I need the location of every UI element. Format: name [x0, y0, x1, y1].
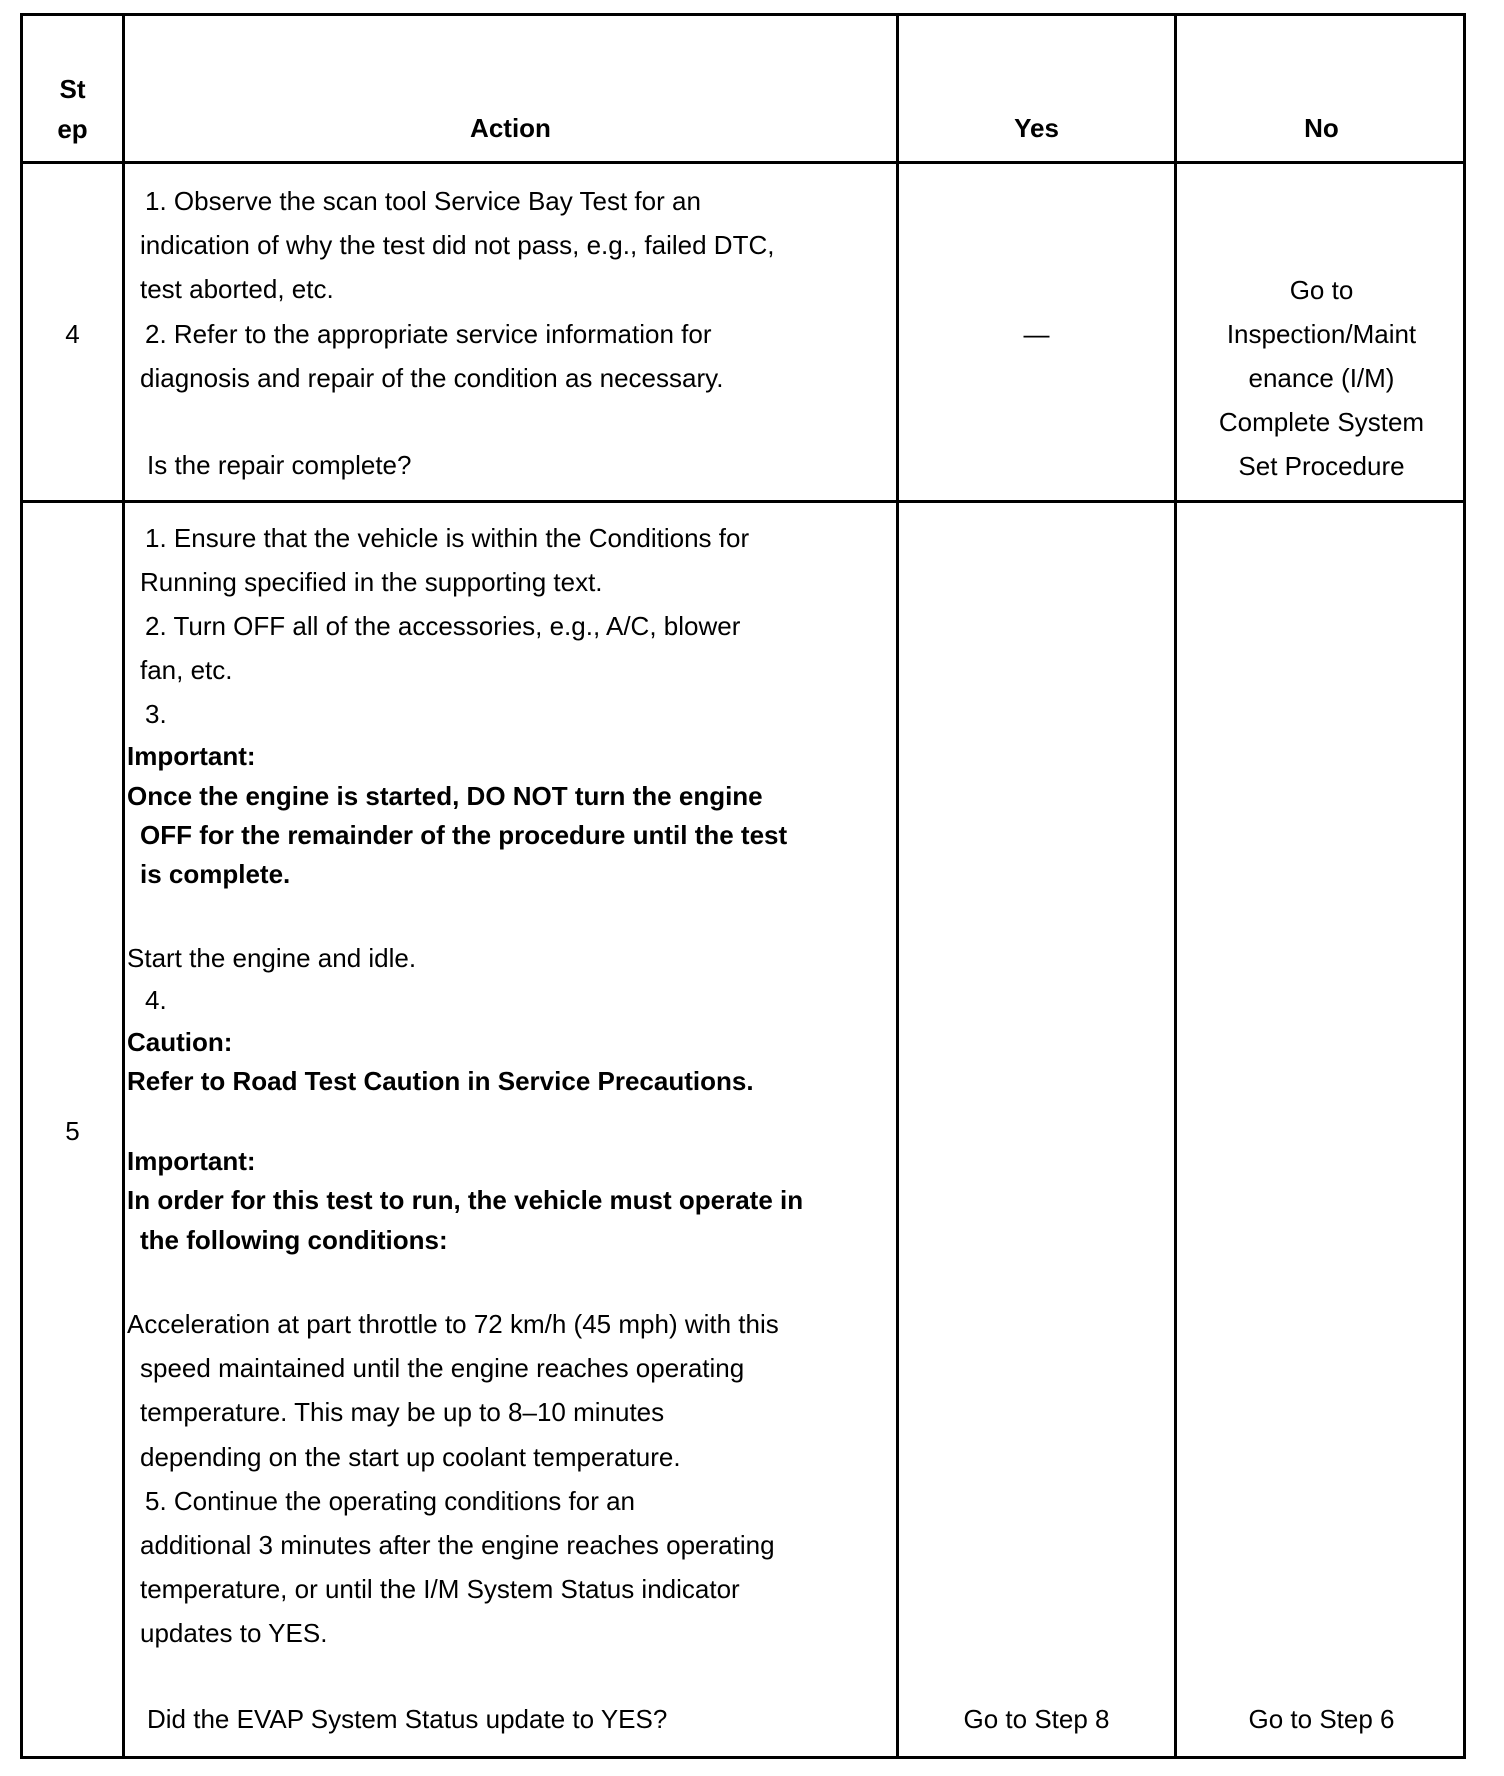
row-4-no-line: Complete System [1218, 407, 1425, 437]
row-5-action-line: speed maintained until the engine reaches operating [140, 1353, 745, 1383]
row-4-action-line: 1. Observe the scan tool Service Bay Test for an [145, 186, 701, 216]
row-4-action-line: 2. Refer to the appropriate service information for [145, 319, 712, 349]
important-text-line: OFF for the remainder of the procedure until the test [140, 820, 788, 850]
row-5-step: 5 [65, 1116, 80, 1146]
row-4-no-line: enance (I/M) [1248, 363, 1395, 393]
header-step-line1: St [59, 74, 86, 104]
important-text-line: Once the engine is started, DO NOT turn the engine [127, 781, 763, 811]
row-4-no-line: Go to [1289, 275, 1354, 305]
header-yes: Yes [1014, 113, 1059, 143]
row-5-action-line: Start the engine and idle. [127, 943, 417, 973]
procedure-table [20, 13, 1466, 1759]
header-action: Action [470, 113, 551, 143]
row-5-action-line: temperature, or until the I/M System Status indicator [140, 1574, 740, 1604]
header-step-line2: ep [57, 114, 88, 144]
important-label: Important: [127, 1146, 256, 1176]
header-no: No [1304, 113, 1339, 143]
row-5-action-line: depending on the start up coolant temperature. [140, 1442, 681, 1472]
important-label: Important: [127, 741, 256, 771]
row-5-action-line: additional 3 minutes after the engine reaches operating [140, 1530, 775, 1560]
row-5-action-line: 1. Ensure that the vehicle is within the Conditions for [145, 523, 750, 553]
caution-text: Refer to Road Test Caution in Service Precautions. [127, 1066, 754, 1096]
row-5-action-line: fan, etc. [140, 655, 233, 685]
column-divider [122, 16, 125, 1756]
row-5-question: Did the EVAP System Status update to YES? [147, 1704, 668, 1734]
important-text-line: In order for this test to run, the vehicle must operate in [127, 1185, 804, 1215]
row-5-action-line: 5. Continue the operating conditions for an [145, 1486, 636, 1516]
row-5-action-line: updates to YES. [140, 1618, 328, 1648]
row-5-action-line: Acceleration at part throttle to 72 km/h (45 mph) with this [127, 1309, 779, 1339]
row-4-no-line: Set Procedure [1238, 451, 1405, 481]
row-4-action-line: test aborted, etc. [140, 274, 334, 304]
row-5-action-line: 2. Turn OFF all of the accessories, e.g., A/C, blower [145, 611, 741, 641]
row-divider [23, 500, 1463, 503]
row-5-action-line: 3. [145, 699, 167, 729]
important-text-line: the following conditions: [140, 1225, 448, 1255]
row-4-no-line: Inspection/Maint [1226, 319, 1417, 349]
row-4-action-line: diagnosis and repair of the condition as necessary. [140, 363, 724, 393]
caution-label: Caution: [127, 1027, 233, 1057]
row-5-action-line: temperature. This may be up to 8–10 minutes [140, 1397, 665, 1427]
row-4-yes: — [1023, 319, 1050, 349]
row-4-action-line: indication of why the test did not pass, e.g., failed DTC, [140, 230, 775, 260]
row-4-question: Is the repair complete? [147, 450, 412, 480]
row-5-action-line: 4. [145, 985, 167, 1015]
column-divider [896, 16, 899, 1756]
row-5-no: Go to Step 6 [1248, 1704, 1395, 1734]
row-4-step: 4 [65, 319, 80, 349]
important-text-line: is complete. [140, 859, 291, 889]
header-step [23, 69, 122, 149]
row-5-yes: Go to Step 8 [963, 1704, 1110, 1734]
row-5-action-line: Running specified in the supporting text. [140, 567, 603, 597]
row-divider [23, 161, 1463, 164]
